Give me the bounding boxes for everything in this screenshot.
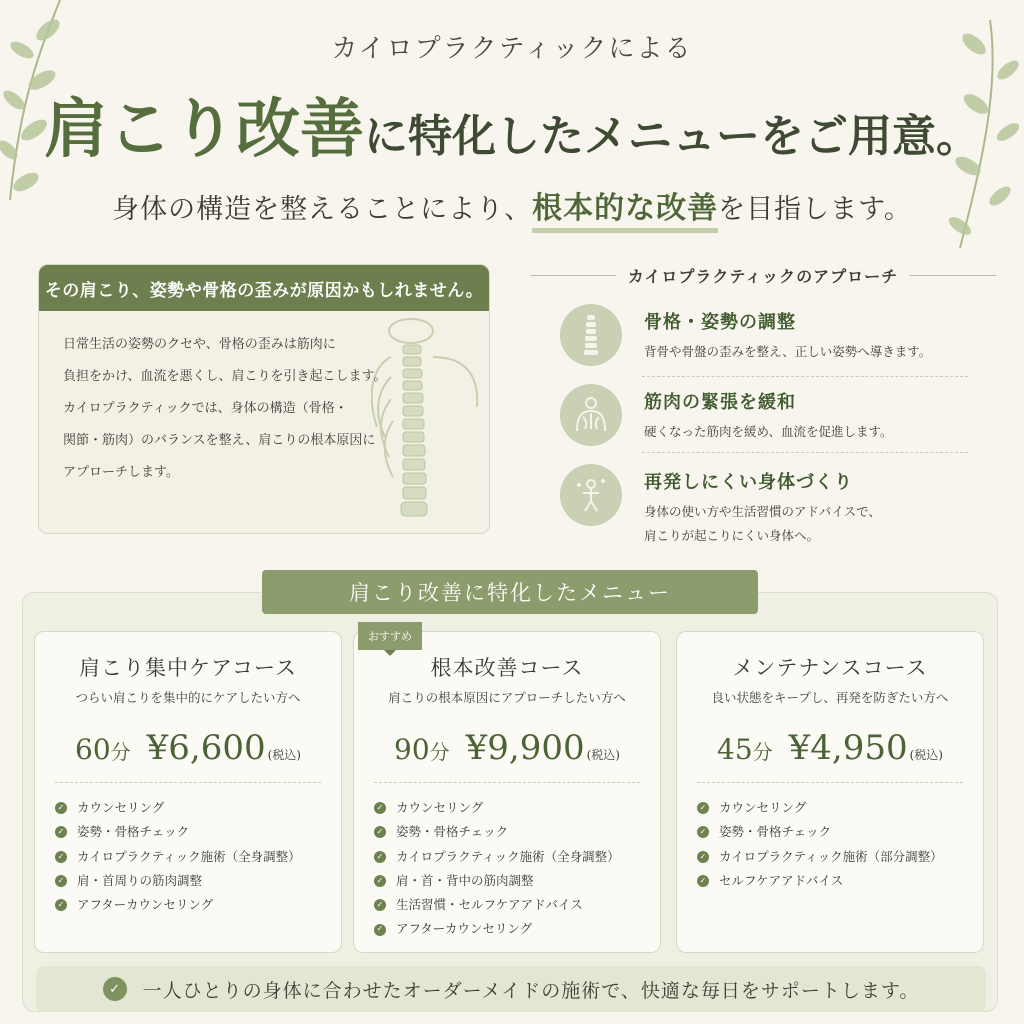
subtitle-part-a: 身体の構造を整えることにより、 (112, 194, 533, 225)
list-item-label: アフターカウンセリング (77, 897, 214, 913)
approach-item-posture (560, 304, 968, 366)
approach-desc-line: 肩こりが起こりにくい身体へ。 (644, 528, 820, 543)
course-title: メンテナンスコース (732, 656, 928, 680)
approach-desc: 背骨や骨盤の歪みを整え、正しい姿勢へ導きます。 (644, 344, 932, 359)
problem-line: アプローチします。 (63, 465, 179, 480)
course-price (677, 728, 983, 768)
minute-unit: 分 (110, 740, 131, 764)
course-minutes: 60 (75, 733, 111, 766)
list-item (55, 796, 301, 820)
problem-line: 関節・筋肉）のバランスを整え、肩こりの根本原因に (63, 433, 376, 448)
problem-text (63, 329, 403, 489)
check-icon: ✓ (55, 802, 67, 814)
heading-rule (530, 275, 616, 276)
course-price (354, 728, 660, 768)
body-sparkle-icon (560, 464, 622, 526)
problem-line: 負担をかけ、血流を悪くし、肩こりを引き起こします。 (63, 369, 387, 384)
subtitle (0, 183, 1024, 227)
title-rest: に特化したメニューをご用意。 (364, 111, 980, 162)
list-item-label: 肩・首周りの筋肉調整 (77, 872, 203, 888)
divider (374, 782, 640, 783)
subtitle-emphasis: 根本的な改善 (532, 191, 718, 233)
check-icon: ✓ (374, 924, 386, 936)
list-item (697, 845, 943, 869)
page-title (0, 78, 1024, 170)
approach-desc: 硬くなった筋肉を緩め、血流を促進します。 (644, 424, 893, 439)
list-item (374, 869, 620, 893)
problem-line: 日常生活の姿勢のクセや、骨格の歪みは筋肉に (63, 337, 336, 352)
approach-title: 骨格・姿勢の調整 (644, 312, 796, 333)
minute-unit: 分 (429, 740, 450, 764)
leaf-check-icon: ✓ (103, 977, 127, 1001)
check-icon: ✓ (697, 802, 709, 814)
course-subtitle: 肩こりの根本原因にアプローチしたい方へ (388, 690, 626, 705)
course-minutes: 45 (717, 733, 753, 766)
check-icon: ✓ (697, 826, 709, 838)
list-item-label: カイロプラクティック施術（部分調整） (719, 848, 943, 864)
list-item (697, 869, 943, 893)
spine-icon (560, 304, 622, 366)
approach-desc (644, 500, 881, 548)
minute-unit: 分 (752, 740, 773, 764)
course-card-maintenance[interactable] (676, 631, 984, 953)
course-price-value: ¥4,950 (788, 728, 908, 768)
course-price-value: ¥6,600 (146, 728, 266, 768)
list-item-label: アフターカウンセリング (396, 921, 533, 937)
course-subtitle: 良い状態をキープし、再発を防ぎたい方へ (711, 690, 949, 705)
list-item (374, 893, 620, 917)
approach-item-prevention (560, 464, 968, 548)
list-item-label: 姿勢・骨格チェック (77, 824, 190, 840)
list-item-label: カウンセリング (396, 800, 484, 815)
back-muscle-icon (560, 384, 622, 446)
course-title: 根本改善コース (430, 656, 584, 680)
course-card-fundamental[interactable] (353, 631, 661, 953)
list-item-label: 肩・首・背中の筋肉調整 (396, 872, 534, 888)
check-icon: ✓ (55, 899, 67, 911)
course-subtitle: つらい肩こりを集中的にケアしたい方へ (75, 690, 301, 705)
list-item (374, 845, 620, 869)
list-item (55, 893, 301, 917)
tax-label: (税込) (909, 748, 943, 762)
list-item (697, 796, 943, 820)
list-item-label: セルフケアアドバイス (719, 872, 844, 888)
tax-label: (税込) (586, 748, 620, 762)
list-item (374, 796, 620, 820)
divider (55, 782, 321, 783)
list-item (55, 869, 301, 893)
divider (642, 452, 968, 453)
list-item (697, 820, 943, 844)
list-item (374, 917, 620, 941)
title-emphasis: 肩こり改善 (44, 92, 364, 167)
pre-title: カイロプラクティックによる (331, 34, 693, 64)
approach-heading (530, 264, 996, 287)
check-icon: ✓ (55, 875, 67, 887)
course-title: 肩こり集中ケアコース (79, 656, 297, 680)
list-item-label: 姿勢・骨格チェック (396, 824, 509, 840)
check-icon: ✓ (374, 851, 386, 863)
problem-line: カイロプラクティックでは、身体の構造（骨格・ (63, 401, 348, 416)
ribbon-tail (384, 650, 396, 656)
course-card-intensive[interactable] (34, 631, 342, 953)
list-item (374, 820, 620, 844)
divider (642, 376, 968, 377)
approach-heading-text: カイロプラクティックのアプローチ (627, 267, 899, 286)
subtitle-part-b: を目指します。 (718, 194, 912, 225)
approach-desc-line: 身体の使い方や生活習慣のアドバイスで、 (644, 504, 881, 519)
list-item-label: カウンセリング (719, 800, 807, 815)
recommend-ribbon (358, 622, 422, 656)
list-item-label: カイロプラクティック施術（全身調整） (396, 848, 620, 864)
recommend-label: おすすめ (358, 622, 422, 650)
check-icon: ✓ (374, 899, 386, 911)
footer-banner (36, 966, 986, 1012)
check-icon: ✓ (374, 802, 386, 814)
check-icon: ✓ (374, 875, 386, 887)
course-minutes: 90 (394, 733, 430, 766)
list-item-label: カイロプラクティック施術（全身調整） (77, 848, 301, 864)
list-item (55, 845, 301, 869)
footer-text: 一人ひとりの身体に合わせたオーダーメイドの施術で、快適な毎日をサポートします。 (142, 979, 920, 1002)
course-price (35, 728, 341, 768)
approach-title: 筋肉の緊張を緩和 (644, 392, 796, 413)
tax-label: (税込) (267, 748, 301, 762)
heading-rule (910, 275, 996, 276)
check-icon: ✓ (697, 875, 709, 887)
approach-item-muscle (560, 384, 968, 446)
course-items (697, 796, 943, 893)
list-item-label: 姿勢・骨格チェック (719, 824, 832, 840)
list-item-label: 生活習慣・セルフケアアドバイス (396, 897, 583, 913)
menu-banner: 肩こり改善に特化したメニュー (262, 570, 758, 614)
approach-title: 再発しにくい身体づくり (644, 472, 853, 493)
check-icon: ✓ (55, 826, 67, 838)
list-item-label: カウンセリング (77, 800, 165, 815)
problem-box (38, 264, 490, 534)
course-items (374, 796, 620, 942)
check-icon: ✓ (697, 851, 709, 863)
divider (697, 782, 963, 783)
problem-heading: その肩こり、姿勢や骨格の歪みが原因かもしれません。 (39, 265, 489, 311)
course-items (55, 796, 301, 917)
course-price-value: ¥9,900 (465, 728, 585, 768)
check-icon: ✓ (55, 851, 67, 863)
check-icon: ✓ (374, 826, 386, 838)
list-item (55, 820, 301, 844)
